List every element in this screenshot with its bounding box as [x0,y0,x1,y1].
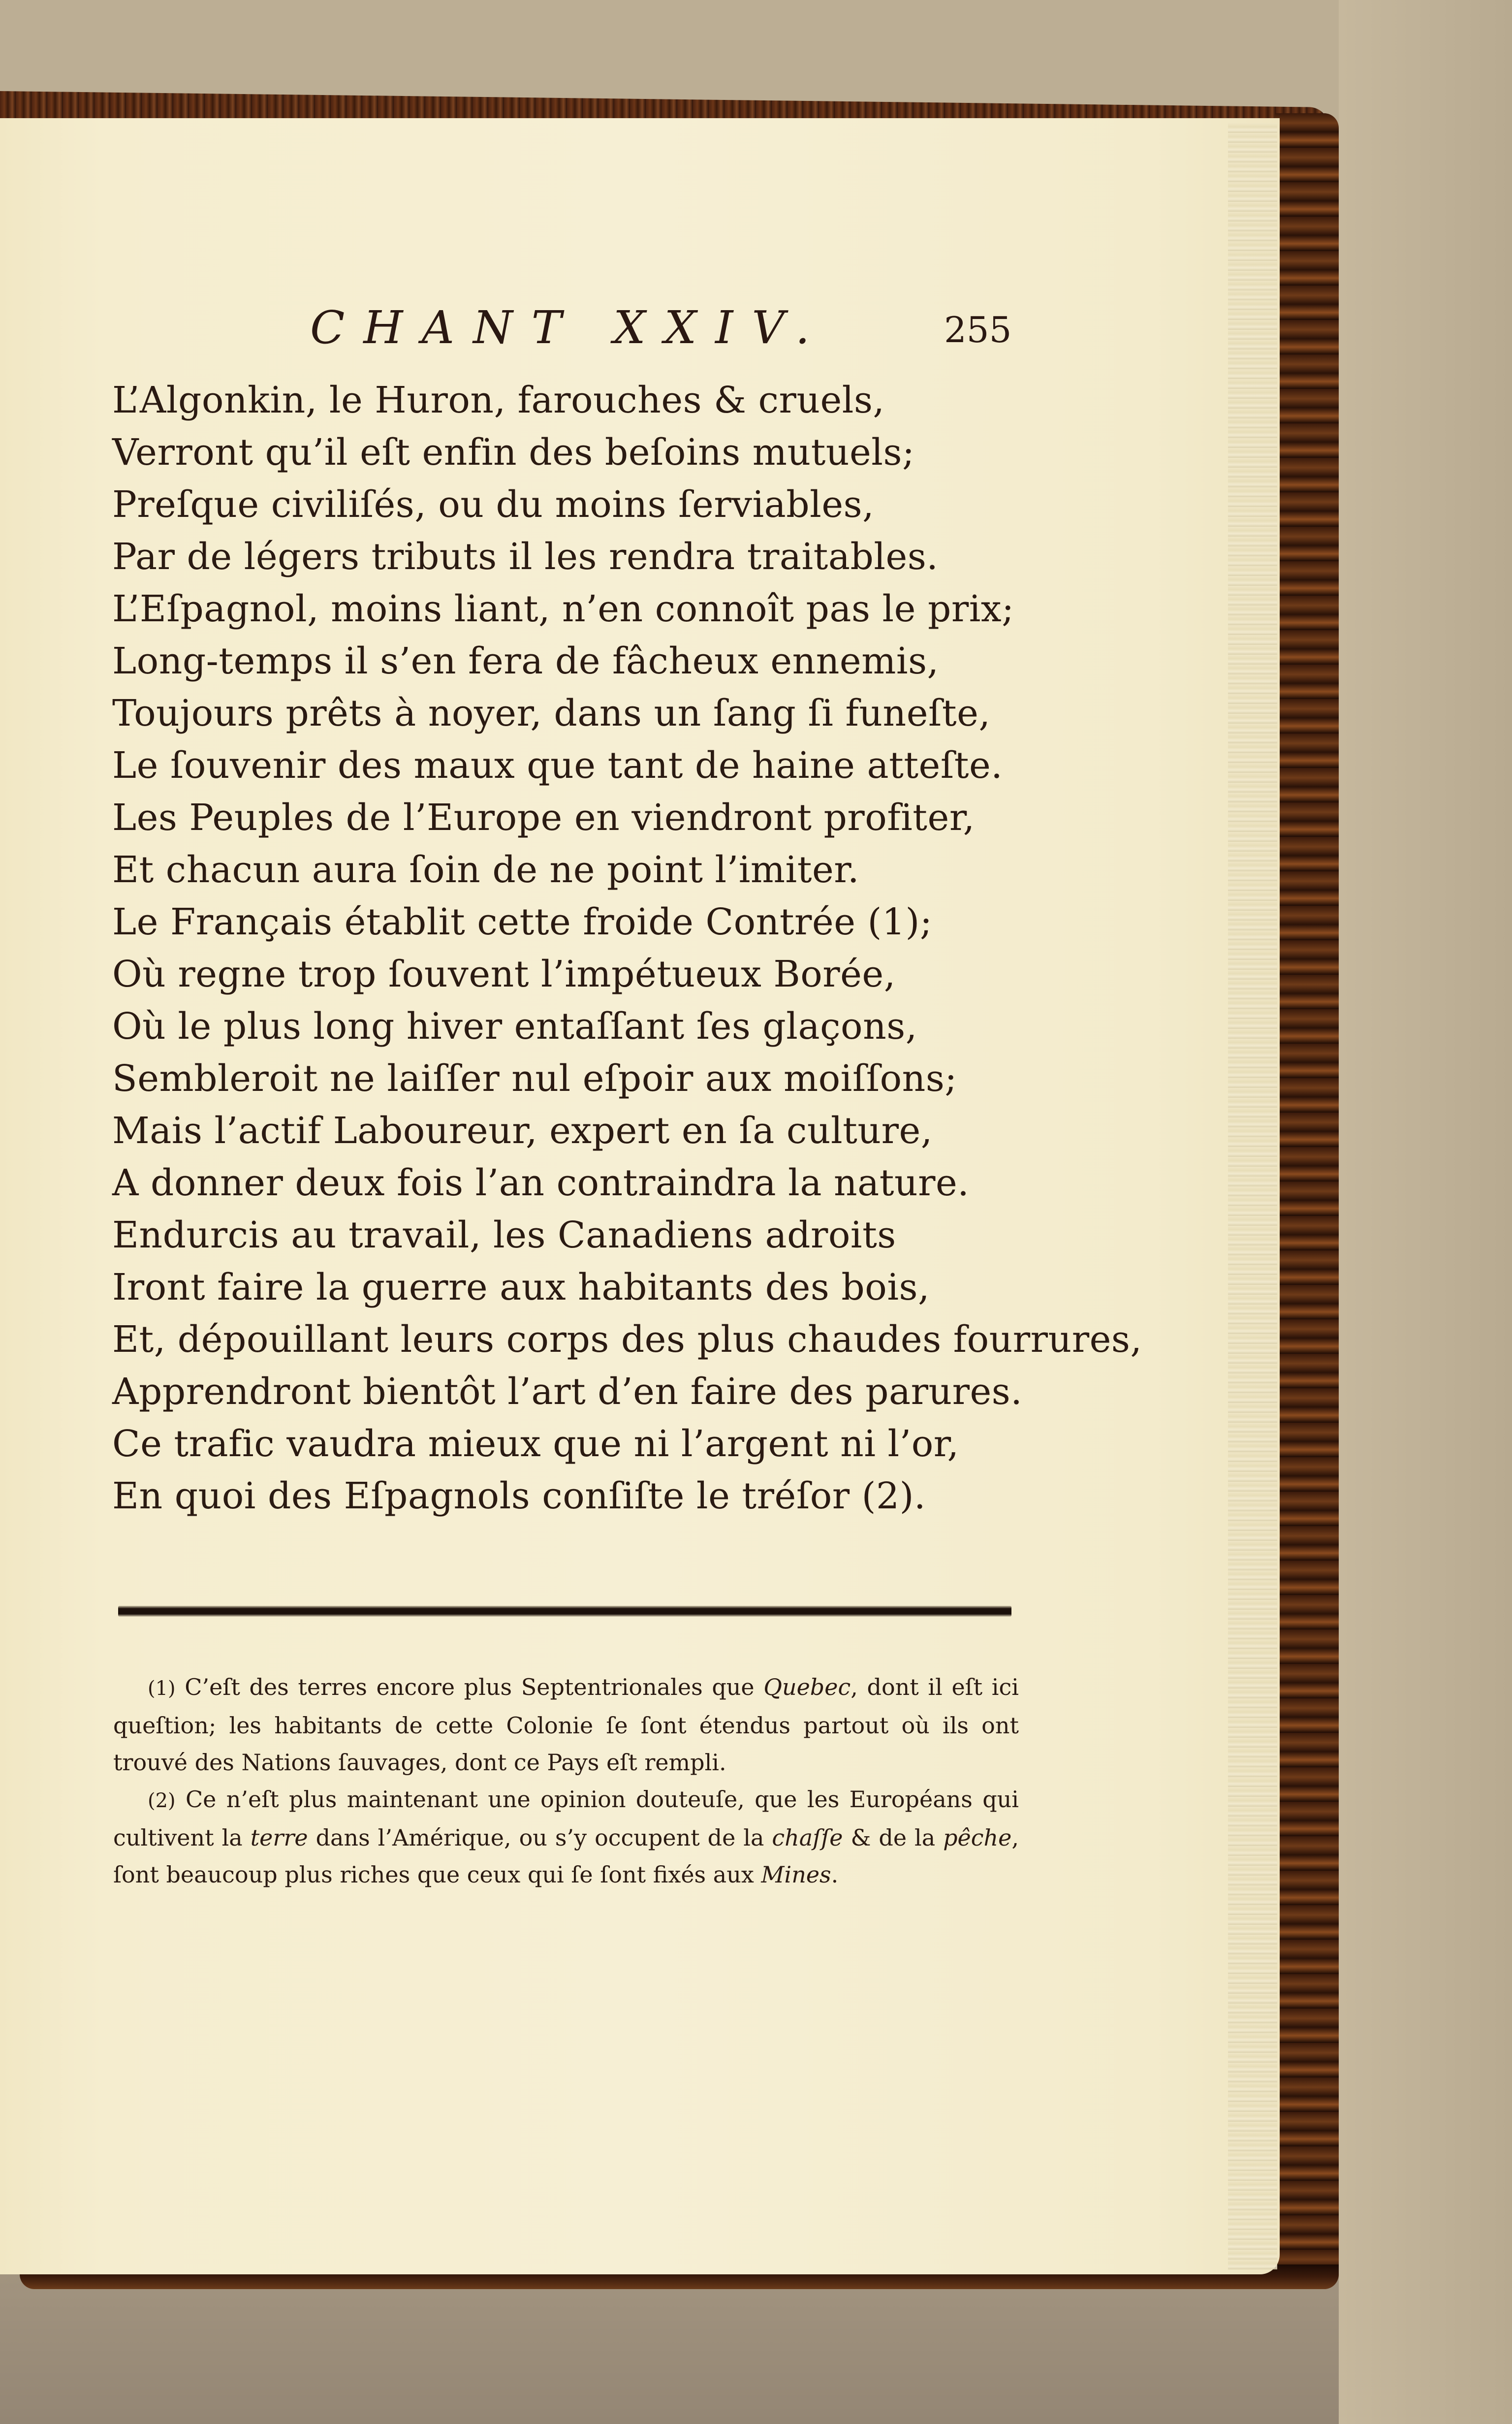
footnotes [113,1669,1019,1893]
background-right [1339,0,1512,2424]
footnote-1 [113,1669,1019,1781]
verse-line: Long-temps il s’en fera de fâcheux ennemis, [112,640,939,682]
footnote-segment-italic: Quebec [763,1674,851,1700]
footnote-segment: . [831,1861,839,1888]
verse-line: Et, dépouillant leurs corps des plus chaudes fourrures, [112,1318,1142,1361]
verse-line: A donner deux fois l’an contraindra la nature. [112,1162,970,1204]
book-binding-spine-edge [1275,113,1339,2289]
page-number: 255 [944,309,1012,351]
verse-line: Preſque civiliſés, ou du moins ſerviables, [112,483,875,526]
verse-line: En quoi des Eſpagnols conſiſte le tréſor (2). [112,1475,926,1517]
footnote-text [113,1669,1019,1781]
footnote-segment: & de la [843,1824,944,1851]
verse-line: Iront faire la guerre aux habitants des bois, [112,1266,930,1308]
footnote-2 [113,1781,1019,1893]
footnote-segment: Ce n’eſt plus maintenant une opinion douteuſe, que les Européans qui cultivent la [113,1786,1019,1851]
verse-block [112,374,1142,1522]
verse-line: Le Français établit cette froide Contrée (1); [112,901,933,943]
verse-line: Les Peuples de l’Europe en viendront profiter, [112,797,975,839]
footnote-segment: C’eſt des terres encore plus Septentrionales que [175,1674,764,1700]
verse-line: Où regne trop ſouvent l’impétueux Borée, [112,953,896,995]
footnote-separator-rule [118,1606,1011,1617]
running-head: CHANT XXIV. [310,301,829,354]
verse-line: Verront qu’il eſt enfin des beſoins mutuels; [112,431,915,474]
footnote-segment: dans l’Amérique, ou s’y occupent de la [308,1824,772,1851]
footnote-text [113,1781,1019,1893]
footnote-segment-italic: Mines [761,1861,831,1888]
verse-line: Et chacun aura ſoin de ne point l’imiter. [112,849,860,891]
verse-line: Endurcis au travail, les Canadiens adroits [112,1214,896,1256]
footnote-segment-italic: terre [250,1824,308,1851]
verse-line: Sembleroit ne laiſſer nul eſpoir aux moiſſons; [112,1057,957,1100]
verse-line: Apprendront bientôt l’art d’en faire des parures. [112,1371,1023,1413]
verse-line: Où le plus long hiver entaſſant ſes glaçons, [112,1005,917,1048]
footnote-segment-italic: chaſſe [772,1824,843,1851]
verse-line: Toujours prêts à noyer, dans un ſang ſi funeſte, [112,692,991,734]
verse-line: Ce trafic vaudra mieux que ni l’argent ni l’or, [112,1423,959,1465]
footnote-marker: (2) [148,1789,176,1812]
verse-line: Mais l’actif Laboureur, expert en ſa culture, [112,1110,933,1152]
verse-line: L’Eſpagnol, moins liant, n’en connoît pas le prix; [112,588,1014,630]
footnote-segment-italic: pêche [943,1824,1012,1851]
verse-line: L’Algonkin, le Huron, farouches & cruels, [112,379,885,421]
footnote-segment: , ſont beaucoup plus riches que ceux qui ſe ſont fixés aux [113,1824,1019,1888]
verse-line: Le ſouvenir des maux que tant de haine atteſte. [112,744,1003,787]
footnote-marker: (1) [148,1677,176,1700]
verse-line: Par de légers tributs il les rendra traitables. [112,536,939,578]
footnote-segment: , dont il eſt ici queſtion; les habitants de cette Colonie ſe ſont étendus partout où ils ont trouvé des Nations ſauvages, dont ce Pays eſt rempli. [113,1674,1019,1776]
